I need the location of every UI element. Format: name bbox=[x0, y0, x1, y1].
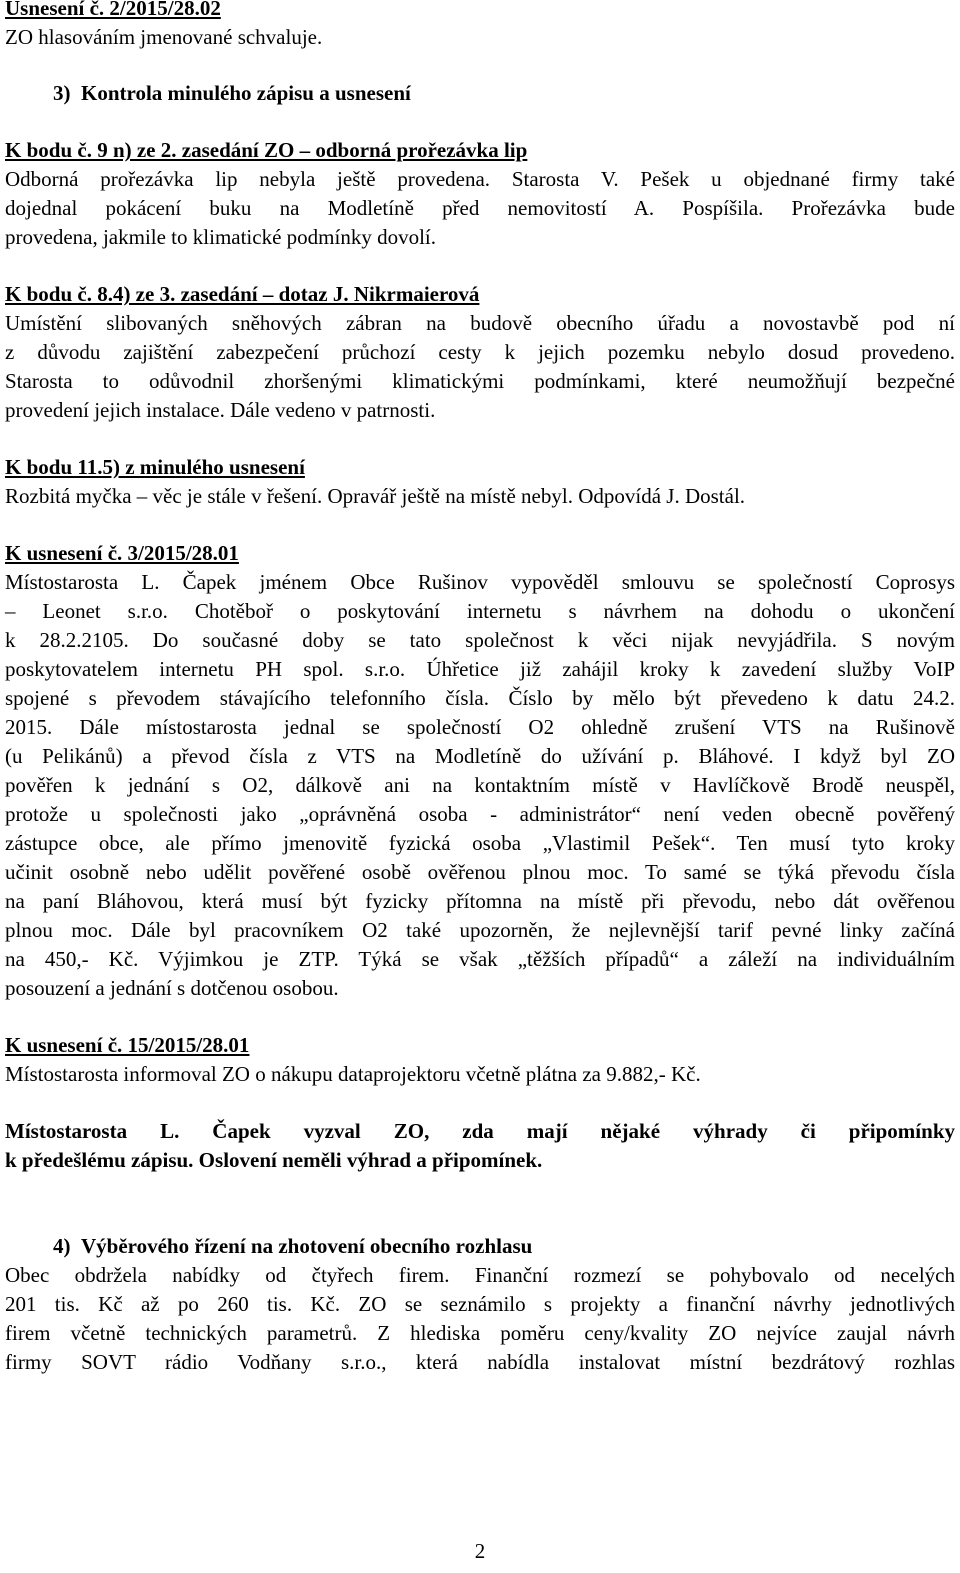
resolution-15-block bbox=[5, 1031, 955, 1089]
paragraph-line: protože u společnosti jako „oprávněná osoba - administrátor“ není veden obecně pověřený bbox=[5, 802, 955, 826]
paragraph-line: provedena, jakmile to klimatické podmínky dovolí. bbox=[5, 225, 436, 249]
paragraph-line: z důvodu zajištění zabezpečení průchozí cesty k jejich pozemku nebylo dosud provedeno. bbox=[5, 340, 955, 364]
paragraph-line: Obec obdržela nabídky od čtyřech firem. Finanční rozmezí se pohybovalo od necelých bbox=[5, 1263, 955, 1287]
paragraph-line: zástupce obce, ale přímo jmenovitě fyzická osoba „Vlastimil Pešek“. Ten musí tyto kroky bbox=[5, 831, 955, 855]
paragraph-line: Místostarosta L. Čapek vyzval ZO, zda mají nějaké výhrady či připomínky bbox=[5, 1119, 955, 1143]
item-115-heading: K bodu 11.5) z minulého usnesení bbox=[5, 455, 305, 479]
resolution-text: ZO hlasováním jmenované schvaluje. bbox=[5, 25, 323, 49]
item-9n-heading: K bodu č. 9 n) ze 2. zasedání ZO – odborná prořezávka lip bbox=[5, 138, 528, 162]
paragraph-line: firmy SOVT rádio Vodňany s.r.o., která nabídla instalovat místní bezdrátový rozhlas bbox=[5, 1350, 955, 1374]
item-9n-paragraph bbox=[5, 165, 955, 252]
paragraph-line: na paní Bláhovou, která musí být fyzicky přítomna na místě při převodu, nebo dát ověřenou bbox=[5, 889, 955, 913]
page-number: 2 bbox=[474, 1539, 486, 1563]
item-84-heading: K bodu č. 8.4) ze 3. zasedání – dotaz J. Nikrmaierová bbox=[5, 282, 480, 306]
item-9n-block bbox=[5, 136, 955, 252]
section-4-title: 4) Výběrového řízení na zhotovení obecního rozhlasu bbox=[53, 1234, 533, 1258]
paragraph-line: na 450,- Kč. Výjimkou je ZTP. Týká se však „těžších případů“ a záleží na individuálním bbox=[5, 947, 955, 971]
resolution-15-heading: K usnesení č. 15/2015/28.01 bbox=[5, 1033, 250, 1057]
resolution-heading: Usnesení č. 2/2015/28.02 bbox=[5, 0, 221, 20]
paragraph-line: k 28.2.2105. Do současné doby se tato společnost k věci nijak nevyjádřila. S novým bbox=[5, 628, 955, 652]
paragraph-line: učinit osobně nebo udělit pověřené osobě ověřenou plnou moc. To samé se týká převodu čísla bbox=[5, 860, 955, 884]
section-4-block bbox=[5, 1232, 955, 1377]
resolution-3-block bbox=[5, 539, 955, 1003]
paragraph-line: spojené s převodem stávajícího telefonního čísla. Číslo by mělo být převedeno k datu 24.2. bbox=[5, 686, 955, 710]
paragraph-line: Starosta to odůvodnil zhoršenými klimatickými podmínkami, které neumožňují bezpečné bbox=[5, 369, 955, 393]
paragraph-line: provedení jejich instalace. Dále vedeno v patrnosti. bbox=[5, 398, 436, 422]
paragraph-line: 2015. Dále místostarosta jednal se společností O2 ohledně zrušení VTS na Rušinově bbox=[5, 715, 955, 739]
item-84-paragraph bbox=[5, 309, 955, 425]
item-115-text: Rozbitá myčka – věc je stále v řešení. Opravář ještě na místě nebyl. Odpovídá J. Dostál. bbox=[5, 484, 746, 508]
paragraph-line: firem včetně technických parametrů. Z hlediska poměru ceny/kvality ZO nejvíce zaujal návrh bbox=[5, 1321, 955, 1345]
paragraph-line: – Leonet s.r.o. Chotěboř o poskytování internetu s návrhem na dohodu o ukončení bbox=[5, 599, 955, 623]
resolution-3-paragraph bbox=[5, 568, 955, 1003]
paragraph-line: (u Pelikánů) a převod čísla z VTS na Modletíně do užívání p. Bláhové. I když byl ZO bbox=[5, 744, 955, 768]
resolution-3-heading: K usnesení č. 3/2015/28.01 bbox=[5, 541, 239, 565]
paragraph-line: Umístění slibovaných sněhových zábran na budově obecního úřadu a novostavbě pod ní bbox=[5, 311, 955, 335]
resolution-block-top bbox=[5, 0, 955, 52]
item-115-block bbox=[5, 453, 955, 511]
paragraph-line: posouzení a jednání s dotčenou osobou. bbox=[5, 976, 339, 1000]
paragraph-line: Místostarosta L. Čapek jménem Obce Rušinov vypověděl smlouvu se společností Coprosys bbox=[5, 570, 955, 594]
paragraph-line: pověřen k jednání s O2, dálkově ani na kontaktním místě v Havlíčkově Brodě neuspěl, bbox=[5, 773, 955, 797]
paragraph-line: poskytovatelem internetu PH spol. s.r.o. Úhřetice již zahájil kroky k zavedení služby VoIP bbox=[5, 657, 955, 681]
section-3-title: 3) Kontrola minulého zápisu a usnesení bbox=[53, 81, 411, 105]
paragraph-line: dojednal pokácení buku na Modletíně před nemovitostí A. Pospíšila. Prořezávka bude bbox=[5, 196, 955, 220]
bold-note-paragraph bbox=[5, 1117, 955, 1175]
paragraph-line: Odborná prořezávka lip nebyla ještě provedena. Starosta V. Pešek u objednané firmy také bbox=[5, 167, 955, 191]
item-84-block bbox=[5, 280, 955, 425]
paragraph-line: k předešlému zápisu. Oslovení neměli výhrad a připomínek. bbox=[5, 1148, 543, 1172]
resolution-15-text: Místostarosta informoval ZO o nákupu dataprojektoru včetně plátna za 9.882,- Kč. bbox=[5, 1062, 701, 1086]
paragraph-line: plnou moc. Dále byl pracovníkem O2 také upozorněn, že nejlevnější tarif pevné linky začíná bbox=[5, 918, 955, 942]
section-4-paragraph bbox=[5, 1261, 955, 1377]
paragraph-line: 201 tis. Kč až po 260 tis. Kč. ZO se seznámilo s projekty a finanční návrhy jednotlivých bbox=[5, 1292, 955, 1316]
